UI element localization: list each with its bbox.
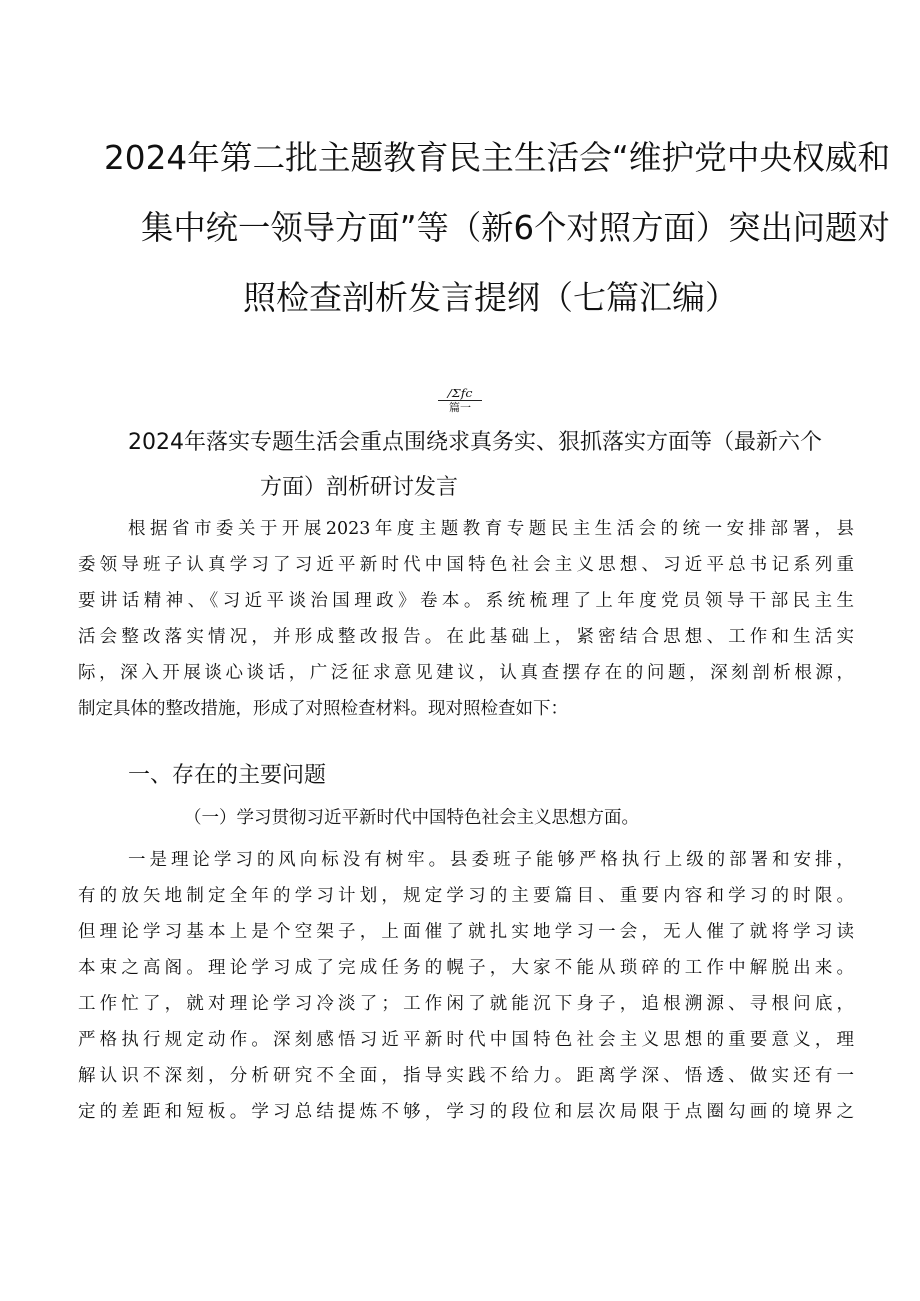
article-title-line-1: 2024年落实专题生活会重点围绕求真务实、狠抓落实方面等（最新六个 [128, 430, 822, 455]
intro-line: 委领导班子认真学习了习近平新时代中国特色社会主义思想、习近平总书记系列重 [78, 555, 854, 575]
intro-line: 要讲话精神、《习近平谈治国理政》卷本。系统梳理了上年度党员领导干部民主生 [78, 591, 854, 611]
document-title-line-2: 集中统一领导方面”等（新6个对照方面）突出问题对 [141, 208, 890, 247]
body-line: 一是理论学习的风向标没有树牢。县委班子能够严格执行上级的部署和安排， [128, 850, 854, 870]
sub-heading: （一）学习贯彻习近平新时代中国特色社会主义思想方面。 [184, 808, 639, 828]
section-heading: 一、存在的主要问题 [128, 763, 327, 788]
body-line: 严格执行规定动作。深刻感悟习近平新时代中国特色社会主义思想的重要意义，理 [78, 1030, 854, 1050]
article-title-line-2: 方面）剖析研讨发言 [260, 475, 459, 500]
body-line: 解认识不深刻，分析研究不全面，指导实践不给力。距离学深、悟透、做实还有一 [78, 1066, 854, 1086]
part-marker-label: 篇一 [438, 400, 482, 413]
intro-line: 制定具体的整改措施，形成了对照检查材料。现对照检查如下： [78, 699, 568, 719]
intro-line: 根据省市委关于开展2023年度主题教育专题民主生活会的统一安排部署，县 [128, 519, 854, 539]
body-line: 工作忙了，就对理论学习冷淡了；工作闲了就能沉下身子，追根溯源、寻根问底， [78, 994, 854, 1014]
body-line: 有的放矢地制定全年的学习计划，规定学习的主要篇目、重要内容和学习的时限。 [78, 886, 854, 906]
part-marker [438, 388, 482, 413]
body-line: 但理论学习基本上是个空架子，上面催了就扎实地学习一会，无人催了就将学习读 [78, 922, 854, 942]
body-line: 本束之高阁。理论学习成了完成任务的幌子，大家不能从琐碎的工作中解脱出来。 [78, 958, 854, 978]
intro-line: 际，深入开展谈心谈话，广泛征求意见建议，认真查摆存在的问题，深刻剖析根源， [78, 663, 854, 683]
body-line: 定的差距和短板。学习总结提炼不够，学习的段位和层次局限于点圈勾画的境界之 [78, 1102, 854, 1122]
intro-line: 活会整改落实情况，并形成整改报告。在此基础上，紧密结合思想、工作和生活实 [78, 627, 854, 647]
document-title-line-1: 2024年第二批主题教育民主生活会“维护党中央权威和 [104, 138, 891, 177]
document-title-line-3: 照检查剖析发言提纲（七篇汇编） [243, 278, 738, 317]
part-marker-top: ∕Σfc [447, 387, 473, 400]
